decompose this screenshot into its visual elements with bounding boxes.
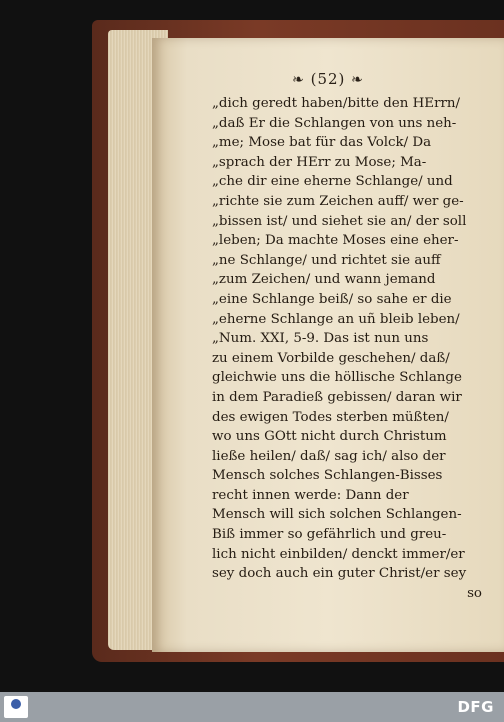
text-line: des ewigen Todes sterben müßten/ — [212, 409, 449, 425]
text-line: „eine Schlange beiß/ so sahe er die — [212, 291, 452, 307]
library-logo-icon[interactable] — [4, 696, 28, 718]
text-line: „ne Schlange/ und richtet sie auff — [212, 252, 441, 268]
catchword: so — [467, 585, 482, 601]
text-line: „che dir eine eherne Schlange/ und — [212, 174, 453, 190]
text-line: „me; Mose bat für das Volck/ Da — [212, 135, 432, 151]
text-line: recht innen werde: Dann der — [212, 487, 409, 503]
text-line: gleichwie uns die höllische Schlange — [212, 370, 462, 386]
dfg-logo[interactable]: DFG — [457, 698, 494, 716]
text-line: zu einem Vorbilde geschehen/ daß/ — [212, 350, 450, 366]
page-text — [212, 94, 482, 603]
text-line: „eherne Schlange an uñ bleib leben/ — [212, 311, 460, 327]
viewer-footer — [0, 692, 504, 722]
text-line: „richte sie zum Zeichen auff/ wer ge- — [212, 193, 464, 209]
ornament-right-icon: ❧ — [351, 72, 364, 88]
text-line: „Num. XXI, 5-9. Das ist nun uns — [212, 331, 429, 347]
text-line: „bissen ist/ und siehet sie an/ der soll — [212, 213, 467, 229]
text-line: in dem Paradieß gebissen/ daran wir — [212, 389, 462, 405]
text-line: wo uns GOtt nicht durch Christum — [212, 429, 447, 445]
page-number: (52) — [310, 70, 346, 88]
text-line: „dich geredt haben/bitte den HErrn/ — [212, 96, 461, 111]
text-line: „zum Zeichen/ und wann jemand — [212, 272, 436, 288]
text-line: sey doch auch ein guter Christ/er sey — [212, 566, 467, 582]
text-line: Mensch solches Schlangen-Bisses — [212, 468, 443, 484]
text-line: ließe heilen/ daß/ sag ich/ also der — [212, 448, 446, 464]
text-line: Mensch will sich solchen Schlangen- — [212, 507, 462, 523]
text-line: „leben; Da machte Moses eine eher- — [212, 233, 459, 249]
page-header — [152, 70, 504, 88]
ornament-left-icon: ❧ — [292, 72, 305, 88]
text-line: „daß Er die Schlangen von uns neh- — [212, 115, 457, 131]
book-page — [152, 38, 504, 652]
text-line: Biß immer so gefährlich und greu- — [212, 527, 447, 543]
text-line: lich nicht einbilden/ denckt immer/er — [212, 546, 465, 562]
text-line: „sprach der HErr zu Mose; Ma- — [212, 154, 427, 170]
